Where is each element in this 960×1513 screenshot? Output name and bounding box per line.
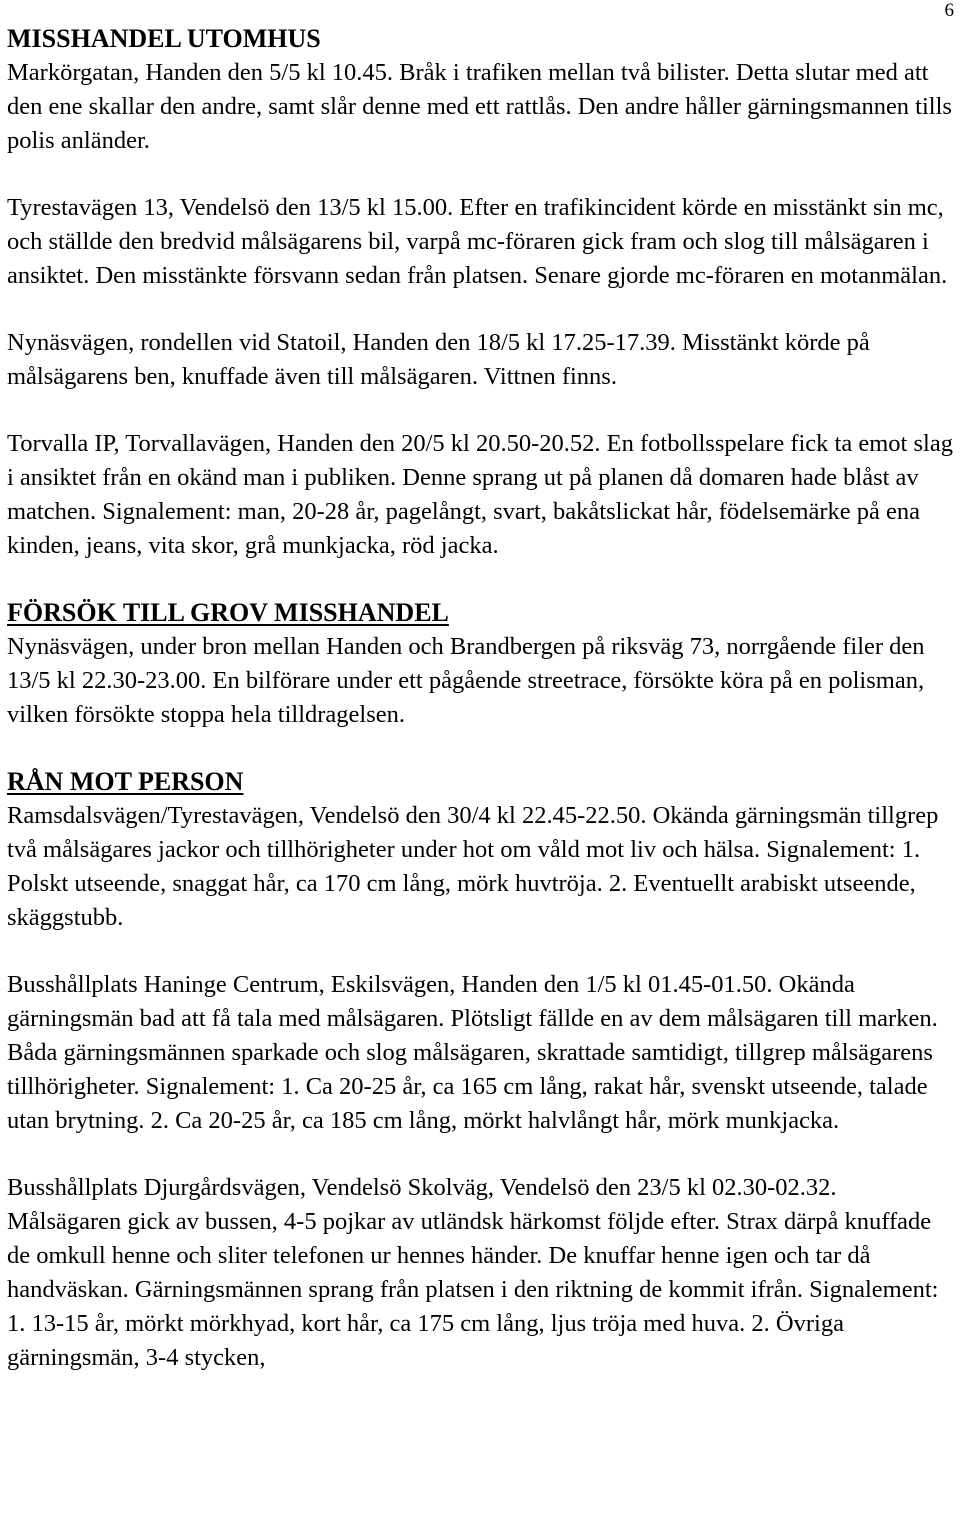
incident-paragraph: Nynäsvägen, under bron mellan Handen och Brandbergen på riksväg 73, norrgående filer den 13/5 kl 22.30-23.00. En bilförare under ett pågående streetrace, försökte köra på en polisman, vilken försökte stoppa hela tilldragelsen. (7, 633, 925, 728)
incident-paragraph: Busshållplats Djurgårdsvägen, Vendelsö Skolväg, Vendelsö den 23/5 kl 02.30-02.32. Målsägaren gick av bussen, 4-5 pojkar av utländsk härkomst följde efter. Strax därpå knuffade de omkull henne och sliter telefonen ur hennes händer. De knuffar henne igen och tar då handväskan. Gärningsmännen sprang från platsen i den riktning de kommit ifrån. Signalement: 1. 13-15 år, mörkt mörkhyad, kort hår, ca 175 cm lång, ljus tröja med huva. 2. Övriga gärningsmän, 3-4 stycken, (7, 1174, 939, 1371)
incident-paragraph: Markörgatan, Handen den 5/5 kl 10.45. Bråk i trafiken mellan två bilister. Detta slutar med att den ene skallar den andre, samt slår denne med ett rattlås. Den andre håller gärningsmannen tills polis anländer. (7, 59, 952, 154)
incident-paragraph: Tyrestavägen 13, Vendelsö den 13/5 kl 15.00. Efter en trafikincident körde en misstänkt sin mc, och ställde den bredvid målsägarens bil, varpå mc-föraren gick fram och slog till målsägaren i ansiktet. Den misstänkte försvann sedan från platsen. Senare gjorde mc-föraren en motanmälan. (7, 194, 948, 289)
section-misshandel-utomhus (7, 22, 955, 563)
section-heading: MISSHANDEL UTOMHUS (7, 24, 321, 53)
incident-paragraph: Torvalla IP, Torvallavägen, Handen den 20/5 kl 20.50-20.52. En fotbollsspelare fick ta emot slag i ansiktet från en okänd man i publiken. Denne sprang ut på planen då domaren hade blåst av matchen. Signalement: man, 20-28 år, pagelångt, svart, bakåtslickat hår, födelsemärke på ena kinden, jeans, vita skor, grå munkjacka, röd jacka. (7, 430, 953, 559)
document-body (7, 22, 955, 1375)
section-forsok-till-grov-misshandel (7, 596, 955, 732)
incident-paragraph: Ramsdalsvägen/Tyrestavägen, Vendelsö den 30/4 kl 22.45-22.50. Okända gärningsmän tillgrep två målsägares jackor och tillhörigheter under hot om våld mot liv och hälsa. Signalement: 1. Polskt utseende, snaggat hår, ca 170 cm lång, mörk huvtröja. 2. Eventuellt arabiskt utseende, skäggstubb. (7, 802, 939, 931)
page-number: 6 (944, 0, 954, 21)
section-ran-mot-person (7, 765, 955, 1375)
incident-paragraph: Busshållplats Haninge Centrum, Eskilsvägen, Handen den 1/5 kl 01.45-01.50. Okända gärningsmän bad att få tala med målsägaren. Plötsligt fällde en av dem målsägaren till marken. Båda gärningsmännen sparkade och slog målsägaren, skrattade samtidigt, tillgrep målsägarens tillhörigheter. Signalement: 1. Ca 20-25 år, ca 165 cm lång, rakat hår, svenskt utseende, talade utan brytning. 2. Ca 20-25 år, ca 185 cm lång, mörkt halvlångt hår, mörk munkjacka. (7, 971, 938, 1134)
incident-paragraph: Nynäsvägen, rondellen vid Statoil, Handen den 18/5 kl 17.25-17.39. Misstänkt körde på målsägarens ben, knuffade även till målsägaren. Vittnen finns. (7, 329, 870, 390)
section-heading: RÅN MOT PERSON (7, 767, 244, 796)
section-heading: FÖRSÖK TILL GROV MISSHANDEL (7, 598, 449, 627)
